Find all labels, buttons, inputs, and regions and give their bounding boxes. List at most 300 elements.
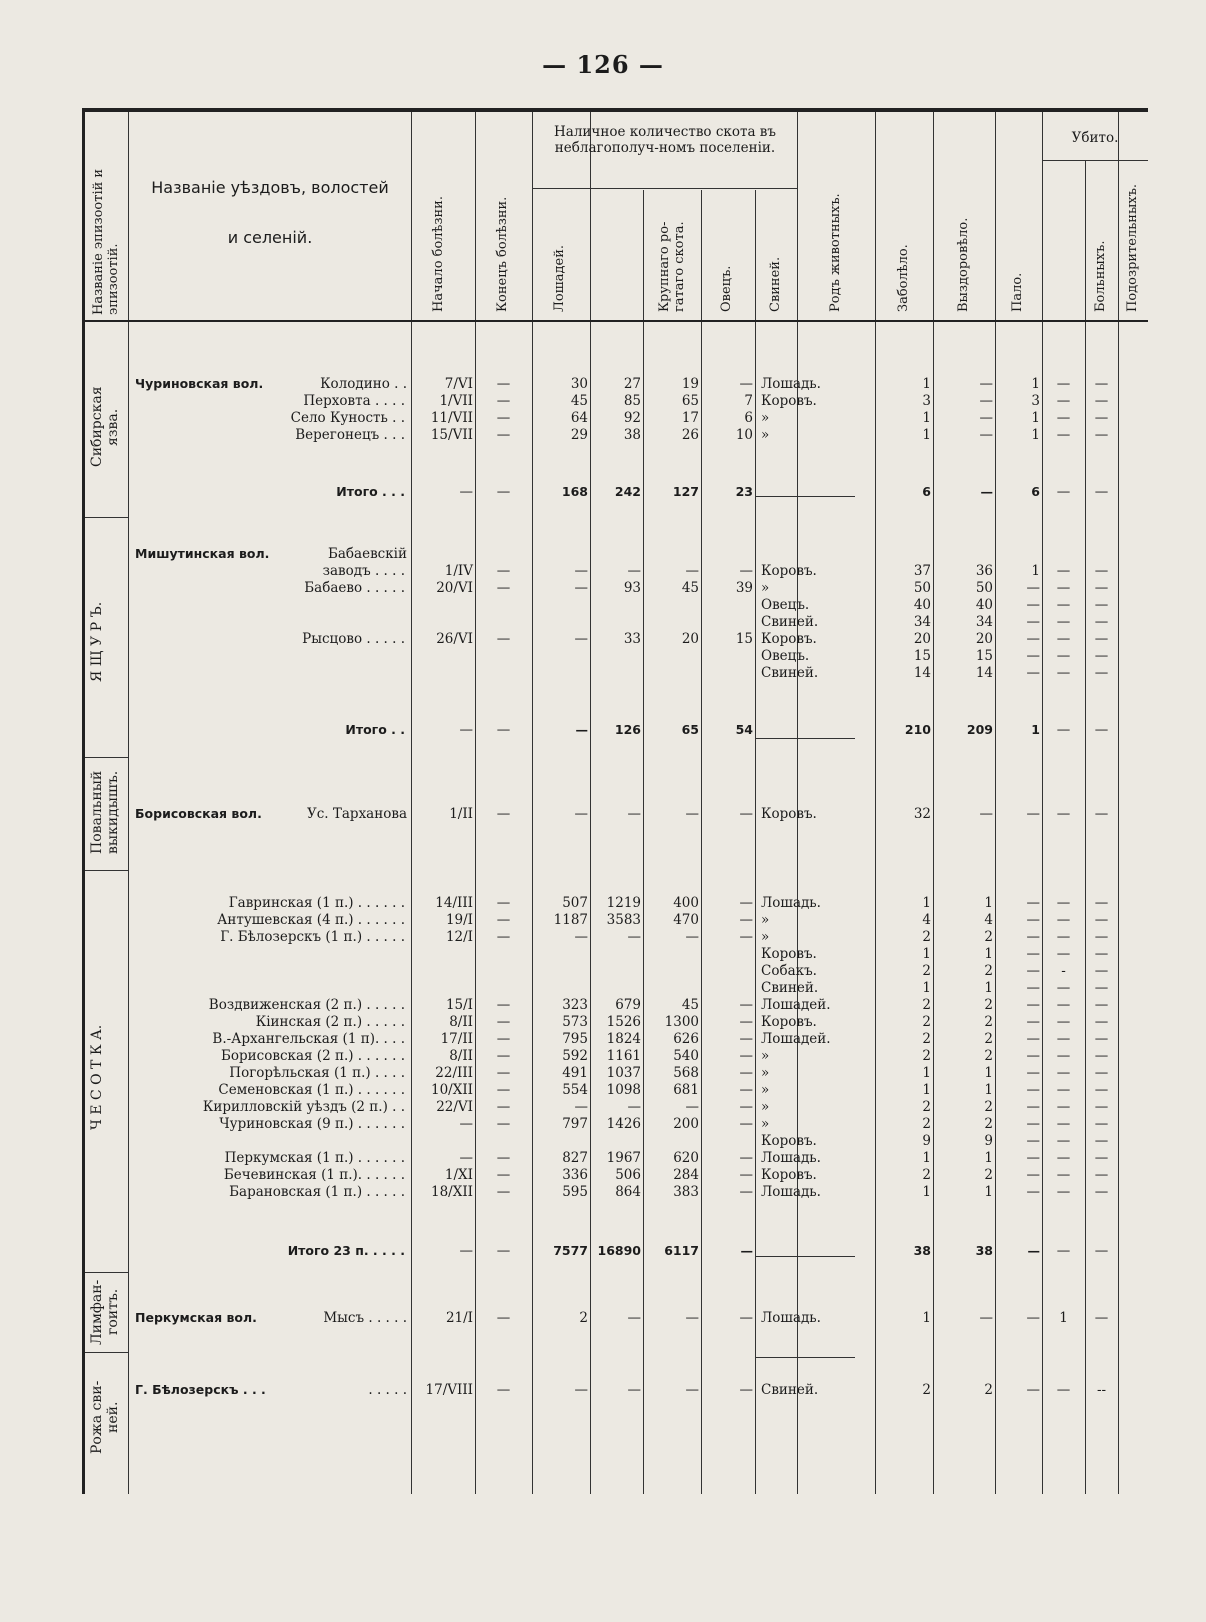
cell-died: — xyxy=(1026,1382,1040,1398)
cell-died: — xyxy=(1026,1167,1040,1183)
cell-horses: — xyxy=(574,1382,588,1398)
cell-kind: » xyxy=(761,427,770,443)
cell-sick: 34 xyxy=(913,614,931,630)
cell-sheep: 26 xyxy=(681,427,699,443)
cell-ks: — xyxy=(1056,1150,1071,1166)
cell-ks: — xyxy=(1056,1099,1071,1115)
cell-start: 19/I xyxy=(445,912,473,928)
cell-sheep: 65 xyxy=(681,722,699,737)
cell-recov: — xyxy=(979,806,993,822)
cell-sheep: 620 xyxy=(673,1150,699,1166)
cell-kp: — xyxy=(1094,1014,1109,1030)
cell-sick: 2 xyxy=(922,997,931,1013)
cell-kind: Коровъ. xyxy=(761,946,817,962)
cell-recov: 2 xyxy=(984,997,993,1013)
cell-kp: — xyxy=(1094,376,1109,392)
total-label: Итого . . . xyxy=(336,484,405,499)
cell-end: — xyxy=(496,722,511,738)
cell-horses: 827 xyxy=(562,1150,588,1166)
cell-cattle: 3583 xyxy=(606,912,641,928)
cell-died: — xyxy=(1026,1310,1040,1326)
cell-kind: Коровъ. xyxy=(761,631,817,647)
cell-recov: 38 xyxy=(975,1243,993,1258)
group-rule xyxy=(1042,160,1148,161)
cell-recov: 40 xyxy=(975,597,993,613)
cell-end: — xyxy=(496,1150,511,1166)
cell-end: — xyxy=(496,1184,511,1200)
cell-kp: — xyxy=(1094,1310,1109,1326)
cell-pigs: — xyxy=(739,912,753,928)
cell-sick: 1 xyxy=(922,427,931,443)
cell-recov: 2 xyxy=(984,1382,993,1398)
cell-recov: 2 xyxy=(984,1014,993,1030)
header-rule xyxy=(85,320,1148,322)
cell-sheep: 540 xyxy=(673,1048,699,1064)
cell-kind: » xyxy=(761,929,770,945)
cell-cattle: — xyxy=(627,1310,641,1326)
header-name-line1: Названіе уѣздовъ, волостей xyxy=(151,178,389,197)
cell-sheep: 626 xyxy=(673,1031,699,1047)
header-recovered: Выздоровѣло. xyxy=(956,217,971,312)
cell-died: — xyxy=(1026,963,1040,979)
cell-sheep: 681 xyxy=(673,1082,699,1098)
cell-ks: — xyxy=(1056,1243,1071,1259)
cell-sick: 38 xyxy=(913,1243,931,1258)
cell-kind: » xyxy=(761,1048,770,1064)
cell-pigs: 15 xyxy=(735,631,753,647)
settlement-name: Антушевская (4 п.) . . . . . . xyxy=(217,912,405,928)
cell-kp: — xyxy=(1094,665,1109,681)
cell-sick: 32 xyxy=(913,806,931,822)
cell-cattle: 1098 xyxy=(606,1082,641,1098)
column-rule xyxy=(755,190,756,1494)
cell-sick: 9 xyxy=(922,1133,931,1149)
header-horses: Лошадей. xyxy=(552,244,567,312)
cell-cattle: 1824 xyxy=(606,1031,641,1047)
cell-kp: — xyxy=(1094,563,1109,579)
cell-pigs: — xyxy=(739,1065,753,1081)
header-kind: Родъ животныхъ. xyxy=(828,193,843,312)
cell-sheep: 470 xyxy=(673,912,699,928)
cell-kp: — xyxy=(1094,631,1109,647)
cell-died: — xyxy=(1026,1099,1040,1115)
cell-pigs: — xyxy=(740,1243,753,1258)
cell-sick: 50 xyxy=(913,580,931,596)
cell-end: — xyxy=(496,1031,511,1047)
cell-sheep: 19 xyxy=(681,376,699,392)
cell-kind: Коровъ. xyxy=(761,806,817,822)
cell-kind: Коровъ. xyxy=(761,1133,817,1149)
cell-sheep: 383 xyxy=(673,1184,699,1200)
cell-pigs: — xyxy=(739,1310,753,1326)
cell-end: — xyxy=(496,1014,511,1030)
cell-kp: — xyxy=(1094,1082,1109,1098)
section-rule xyxy=(85,1272,128,1273)
page-number: — 126 — xyxy=(542,50,664,79)
settlement-name: Бабаево . . . . . xyxy=(304,580,405,596)
cell-died: 3 xyxy=(1031,393,1040,409)
cell-start: 7/VI xyxy=(444,376,473,392)
cell-kind: Коровъ. xyxy=(761,1014,817,1030)
cell-horses: 64 xyxy=(570,410,588,426)
cell-pigs: — xyxy=(739,1184,753,1200)
cell-start: 15/VII xyxy=(430,427,473,443)
cell-ks: — xyxy=(1056,393,1071,409)
cell-horses: 797 xyxy=(562,1116,588,1132)
cell-cattle: — xyxy=(627,563,641,579)
cell-sick: 1 xyxy=(922,1065,931,1081)
cell-start: 15/I xyxy=(445,997,473,1013)
cell-died: — xyxy=(1026,1133,1040,1149)
cell-cattle: 1967 xyxy=(606,1150,641,1166)
cell-cattle: 864 xyxy=(615,1184,641,1200)
cell-sheep: — xyxy=(685,563,699,579)
cell-horses: 2 xyxy=(579,1310,588,1326)
cell-kp: — xyxy=(1094,722,1109,738)
cell-start: 1/XI xyxy=(444,1167,473,1183)
cell-ks: — xyxy=(1056,929,1071,945)
cell-end: — xyxy=(496,484,511,500)
settlement-name: Погорѣльская (1 п.) . . . . xyxy=(229,1065,405,1081)
section-label: Ч Е С О Т К А. xyxy=(89,1024,105,1130)
cell-ks: — xyxy=(1056,1031,1071,1047)
cell-ks: — xyxy=(1056,997,1071,1013)
cell-kp: — xyxy=(1094,806,1109,822)
cell-died: 1 xyxy=(1031,376,1040,392)
cell-kp: — xyxy=(1094,1065,1109,1081)
cell-sick: 210 xyxy=(904,722,931,737)
cell-ks: — xyxy=(1056,631,1071,647)
cell-kp: — xyxy=(1094,912,1109,928)
cell-died: — xyxy=(1026,614,1040,630)
settlement-name: Перкумская (1 п.) . . . . . . xyxy=(224,1150,405,1166)
cell-kind: Лошадь. xyxy=(761,376,821,392)
cell-ks: — xyxy=(1056,665,1071,681)
cell-died: — xyxy=(1026,1184,1040,1200)
district-prefix: Перкумская вол. xyxy=(135,1310,257,1325)
cell-horses: — xyxy=(574,580,588,596)
cell-recov: 1 xyxy=(984,1184,993,1200)
cell-sheep: — xyxy=(685,1099,699,1115)
cell-pigs: — xyxy=(739,929,753,945)
cell-ks: - xyxy=(1061,963,1066,979)
cell-pigs: — xyxy=(739,1031,753,1047)
total-rule xyxy=(755,738,855,739)
cell-end: — xyxy=(496,1099,511,1115)
cell-start: 1/VII xyxy=(439,393,473,409)
cell-recov: 2 xyxy=(984,1099,993,1115)
total-rule xyxy=(755,1256,855,1257)
cell-kind: » xyxy=(761,1065,770,1081)
cell-start: 22/III xyxy=(435,1065,473,1081)
settlement-name: Гавринская (1 п.) . . . . . . xyxy=(228,895,405,911)
header-pigs: Свиней. xyxy=(768,256,783,312)
cell-died: — xyxy=(1026,980,1040,996)
cell-horses: 168 xyxy=(561,484,588,499)
settlement-name: Кіинская (2 п.) . . . . . xyxy=(255,1014,405,1030)
cell-died: 6 xyxy=(1031,484,1040,499)
cell-kp: — xyxy=(1094,648,1109,664)
cell-start: 17/II xyxy=(440,1031,473,1047)
cell-sheep: 200 xyxy=(673,1116,699,1132)
cell-kind: Лошадь. xyxy=(761,895,821,911)
cell-recov: 15 xyxy=(975,648,993,664)
cell-kp: — xyxy=(1094,1243,1109,1259)
cell-recov: 9 xyxy=(984,1133,993,1149)
cell-cattle: 92 xyxy=(623,410,641,426)
cell-ks: — xyxy=(1056,1382,1071,1398)
cell-cattle: 242 xyxy=(614,484,641,499)
cell-sick: 20 xyxy=(913,631,931,647)
cell-sick: 1 xyxy=(922,1150,931,1166)
cell-end: — xyxy=(496,427,511,443)
section-label: Сибирская язва. xyxy=(89,386,121,468)
section-rule xyxy=(85,870,128,871)
cell-end: — xyxy=(496,376,511,392)
cell-end: — xyxy=(496,393,511,409)
cell-pigs: — xyxy=(739,1150,753,1166)
cell-recov: 36 xyxy=(975,563,993,579)
cell-ks: — xyxy=(1056,980,1071,996)
cell-recov: 2 xyxy=(984,1116,993,1132)
cell-end: — xyxy=(496,806,511,822)
cell-ks: — xyxy=(1056,895,1071,911)
cell-horses: — xyxy=(575,722,588,737)
group-rule xyxy=(532,188,797,189)
section-label: Я Щ У Р Ъ. xyxy=(89,601,105,683)
section-rule xyxy=(85,757,128,758)
cell-died: — xyxy=(1026,648,1040,664)
cell-died: — xyxy=(1026,1014,1040,1030)
cell-kp: — xyxy=(1094,997,1109,1013)
cell-sick: 14 xyxy=(913,665,931,681)
cell-sheep: 1300 xyxy=(664,1014,699,1030)
cell-horses: 29 xyxy=(570,427,588,443)
section-label: Лимфан- гоитъ. xyxy=(89,1279,121,1345)
cell-sick: 1 xyxy=(922,1184,931,1200)
cell-died: — xyxy=(1026,1150,1040,1166)
settlement-name: Бабаевскій xyxy=(327,546,407,562)
cell-pigs: — xyxy=(739,1048,753,1064)
cell-ks: — xyxy=(1056,1133,1071,1149)
header-killed-group: Убито. xyxy=(1071,130,1119,146)
cell-died: 1 xyxy=(1031,722,1040,737)
settlement-name: В.-Архангельская (1 п). . . . xyxy=(212,1031,405,1047)
cell-kind: Лошадей. xyxy=(761,1031,831,1047)
section-rule xyxy=(85,1352,128,1353)
cell-start: 11/VII xyxy=(430,410,473,426)
cell-pigs: — xyxy=(739,376,753,392)
cell-died: — xyxy=(1026,631,1040,647)
cell-recov: 1 xyxy=(984,1082,993,1098)
cell-sheep: 65 xyxy=(681,393,699,409)
cell-ks: — xyxy=(1056,722,1071,738)
cell-end: — xyxy=(496,1382,511,1398)
cell-sick: 1 xyxy=(922,946,931,962)
cell-recov: 209 xyxy=(966,722,993,737)
cell-sick: 1 xyxy=(922,1310,931,1326)
cell-died: — xyxy=(1026,1031,1040,1047)
cell-sheep: — xyxy=(685,1310,699,1326)
cell-pigs: — xyxy=(739,1099,753,1115)
cell-sick: 15 xyxy=(913,648,931,664)
cell-ks: — xyxy=(1056,1065,1071,1081)
cell-died: — xyxy=(1026,806,1040,822)
cell-recov: 2 xyxy=(984,929,993,945)
cell-recov: 20 xyxy=(975,631,993,647)
cell-horses: 507 xyxy=(562,895,588,911)
header-disease: Названіе эпизоотій и эпизоотій. xyxy=(91,168,121,315)
cell-recov: 2 xyxy=(984,1048,993,1064)
cell-kp: — xyxy=(1094,929,1109,945)
cell-cattle: 93 xyxy=(623,580,641,596)
cell-sheep: 20 xyxy=(681,631,699,647)
cell-horses: 1187 xyxy=(553,912,588,928)
cell-end: — xyxy=(496,1048,511,1064)
cell-kp: — xyxy=(1094,410,1109,426)
cell-start: 1/II xyxy=(449,806,473,822)
cell-ks: — xyxy=(1056,1082,1071,1098)
cell-kind: » xyxy=(761,912,770,928)
cell-start: 26/VI xyxy=(436,631,473,647)
cell-recov: — xyxy=(980,484,993,499)
settlement-name: Барановская (1 п.) . . . . . xyxy=(229,1184,405,1200)
cell-kp: — xyxy=(1094,946,1109,962)
district-prefix: Г. Бѣлозерскъ . . . xyxy=(135,1382,266,1397)
district-prefix: Мишутинская вол. xyxy=(135,546,270,561)
header-end: Конецъ болѣзни. xyxy=(495,196,510,312)
settlement-name: заводъ . . . . xyxy=(322,563,405,579)
cell-ks: — xyxy=(1056,648,1071,664)
cell-ks: — xyxy=(1056,597,1071,613)
settlement-name: Бечевинская (1 п.). . . . . . xyxy=(223,1167,405,1183)
cell-kind: Собакъ. xyxy=(761,963,817,979)
cell-sick: 2 xyxy=(922,1031,931,1047)
cell-start: 12/I xyxy=(445,929,473,945)
cell-died: — xyxy=(1026,1116,1040,1132)
cell-sheep: 45 xyxy=(681,997,699,1013)
cell-kp: — xyxy=(1094,980,1109,996)
cell-recov: 1 xyxy=(984,946,993,962)
cell-ks: — xyxy=(1056,1167,1071,1183)
cell-died: — xyxy=(1026,1048,1040,1064)
cell-sick: 37 xyxy=(913,563,931,579)
cell-cattle: 679 xyxy=(615,997,641,1013)
cell-cattle: 1219 xyxy=(606,895,641,911)
cell-ks: — xyxy=(1056,580,1071,596)
cell-kind: Овецъ. xyxy=(761,597,810,613)
cell-cattle: 1161 xyxy=(606,1048,641,1064)
cell-ks: — xyxy=(1056,946,1071,962)
cell-ks: — xyxy=(1056,410,1071,426)
cell-cattle: 506 xyxy=(615,1167,641,1183)
cell-end: — xyxy=(496,929,511,945)
cell-sheep: 6117 xyxy=(664,1243,699,1258)
cell-recov: 2 xyxy=(984,1031,993,1047)
cell-kind: Овецъ. xyxy=(761,648,810,664)
cell-died: 1 xyxy=(1031,427,1040,443)
cell-start: 17/VIII xyxy=(425,1382,473,1398)
cell-end: — xyxy=(496,1082,511,1098)
cell-sheep: 568 xyxy=(673,1065,699,1081)
cell-cattle: — xyxy=(627,929,641,945)
cell-horses: 573 xyxy=(562,1014,588,1030)
cell-kind: Лошадей. xyxy=(761,997,831,1013)
cell-sick: 1 xyxy=(922,376,931,392)
cell-pigs: 54 xyxy=(735,722,753,737)
cell-sick: 2 xyxy=(922,1014,931,1030)
cell-kp: — xyxy=(1094,484,1109,500)
header-killed-sick: Больныхъ. xyxy=(1093,240,1108,312)
settlement-name: Чуриновская (9 п.) . . . . . . xyxy=(219,1116,405,1132)
cell-died: — xyxy=(1026,665,1040,681)
cell-died: 1 xyxy=(1031,563,1040,579)
cell-died: — xyxy=(1026,1065,1040,1081)
cell-kp: — xyxy=(1094,427,1109,443)
cell-pigs: — xyxy=(739,1082,753,1098)
cell-kind: Лошадь. xyxy=(761,1184,821,1200)
total-label: Итого . . xyxy=(345,722,405,737)
cell-recov: 1 xyxy=(984,895,993,911)
cell-recov: — xyxy=(979,410,993,426)
cell-kind: Лошадь. xyxy=(761,1310,821,1326)
cell-sick: 2 xyxy=(922,1382,931,1398)
cell-recov: 4 xyxy=(984,912,993,928)
cell-kp: — xyxy=(1094,895,1109,911)
cell-pigs: — xyxy=(739,1167,753,1183)
cell-horses: — xyxy=(574,1099,588,1115)
cell-start: 1/IV xyxy=(444,563,473,579)
cell-recov: 2 xyxy=(984,1167,993,1183)
cell-pigs: — xyxy=(739,563,753,579)
settlement-name: Мысъ . . . . . xyxy=(323,1310,407,1326)
cell-kind: » xyxy=(761,1116,770,1132)
cell-pigs: 39 xyxy=(735,580,753,596)
cell-pigs: — xyxy=(739,895,753,911)
cell-horses: 336 xyxy=(562,1167,588,1183)
cell-sheep: — xyxy=(685,806,699,822)
cell-sick: 6 xyxy=(922,484,931,499)
settlement-name: Воздвиженская (2 п.) . . . . . xyxy=(208,997,405,1013)
cell-recov: — xyxy=(979,427,993,443)
total-rule xyxy=(755,496,855,497)
cell-end: — xyxy=(496,912,511,928)
cell-died: 1 xyxy=(1031,410,1040,426)
cell-kp: — xyxy=(1094,1167,1109,1183)
header-sick: Заболѣло. xyxy=(896,244,911,312)
cell-horses: — xyxy=(574,806,588,822)
header-cattle: Крупнаго ро- гатаго скота. xyxy=(657,221,687,312)
cell-kind: Свиней. xyxy=(761,665,819,681)
cell-died: — xyxy=(1026,946,1040,962)
cell-kp: -- xyxy=(1096,1382,1107,1398)
cell-kind: » xyxy=(761,1099,770,1115)
cell-sick: 1 xyxy=(922,1082,931,1098)
cell-cattle: 126 xyxy=(614,722,641,737)
cell-recov: — xyxy=(979,376,993,392)
cell-sick: 3 xyxy=(922,393,931,409)
cell-cattle: 1526 xyxy=(606,1014,641,1030)
cell-sheep: — xyxy=(685,1382,699,1398)
cell-end: — xyxy=(496,997,511,1013)
cell-pigs: — xyxy=(739,1382,753,1398)
header-present-group: Наличное количество скота въ неблагополуч-номъ поселеніи. xyxy=(554,124,776,156)
cell-sick: 2 xyxy=(922,1116,931,1132)
cell-horses: 795 xyxy=(562,1031,588,1047)
cell-sick: 40 xyxy=(913,597,931,613)
cell-cattle: 1426 xyxy=(606,1116,641,1132)
cell-pigs: — xyxy=(739,806,753,822)
